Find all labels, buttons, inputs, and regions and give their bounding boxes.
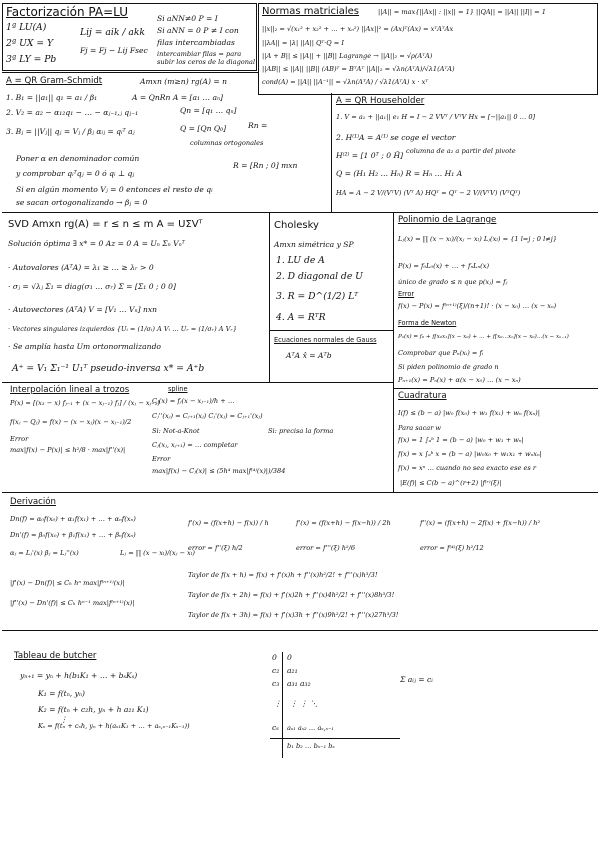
taylor-2: Taylor de f(x + 2h) = f(x) + f'(x)2h + f''(x)4h²/2! + f'''(x)8h³/3! (188, 591, 395, 599)
svd-eigenvectors: · Autovectores (AᵀA) V = [V₁ … Vₙ] nxn (8, 305, 158, 314)
cuadratura-error: |E(f)| ≤ C(b − a)^(r+2) |f⁽ʳ⁾(ξ)| (400, 479, 502, 487)
butcher-hline (270, 738, 400, 739)
fact-step-1: 1ª LU(A) (6, 22, 47, 33)
svd-singular-values: · σⱼ = √λⱼ Σ₁ = diag(σ₁ … σᵣ) Σ = [Σ₁ 0 ; 0 0] (8, 282, 176, 291)
butcher-y: yₙ₊₁ = yₙ + h(b₁K₁ + … + bₛKₛ) (20, 671, 138, 680)
divider-svd (2, 212, 598, 213)
gram-a: A = QnRn A = [a₁ … aₙ] (132, 93, 224, 102)
newton-next: Pₙ₊₁(x) = Pₙ(x) + α(x − x₀) … (x − xₙ) (398, 376, 521, 384)
taylor-1: Taylor de f(x + h) = f(x) + f'(x)h + f''(x)h²/2! + f'''(x)h³/3! (188, 571, 378, 579)
spline-error: max|f(x) − Cⱼ(x)| ≤ (5h⁴ max|f⁽⁴⁾(x)|)/384 (152, 467, 286, 475)
butcher-ks: Kₛ = f(tₙ + cₛh, yₙ + h(aₛ₁K₁ + … + aₛ,ₛ₋₁Kₛ₋₁)) (38, 722, 190, 730)
lagrange-poly: P(x) = f₀L₀(x) + … + fₙLₙ(x) (398, 262, 490, 270)
interp-f: f(xⱼ − Qⱼ) = f(x) − (x − xⱼ)(x − xⱼ₋₁)/2 (10, 418, 132, 426)
diff-forward: f'(x) = (f(x+h) − f(x)) / h (188, 519, 269, 527)
derivacion-title: Derivación (10, 497, 56, 507)
gram-note-1: Poner α en denominador común (16, 154, 140, 163)
spline-5: Cⱼ(xⱼ, xⱼ₊₁) = … completar (152, 441, 238, 449)
butcher-k1: K₁ = f(tₙ, yₙ) (38, 689, 85, 698)
diff-second: f''(x) = (f(x+h) − 2f(x) + f(x−h)) / h² (420, 519, 541, 527)
householder-step-1: 1. V = a₁ + ||a₁|| e₁ H = I − 2 VVᵀ / VᵀV Hx = [−||a₁|| 0 … 0] (336, 113, 536, 121)
spline-1: Cⱼ(x) = fⱼ(x − xⱼ₋₁)/h + … (152, 397, 235, 405)
svd-eigenvalues: · Autovalores (AᵀA) = λ₁ ≥ … ≥ λᵣ > 0 (8, 263, 154, 272)
gram-step-1: 1. B₁ = ||a₁|| q₁ = a₁ / β₁ (6, 93, 98, 102)
fact-step-2: 2ª UX = Y (6, 38, 54, 49)
butcher-k2: K₂ = f(tₙ + c₂h, yₙ + h a₂₁ K₁) (38, 705, 149, 714)
gram-qn: Qn = [q₁ … qₙ] (180, 106, 237, 115)
fact-case-3: filas intercambiadas (157, 38, 235, 47)
butcher-vline (282, 652, 283, 758)
gram-step-3: 3. Bⱼ = ||Vⱼ|| qⱼ = Vⱼ / βⱼ αᵢⱼ = qᵢᵀ aⱼ (6, 127, 135, 136)
householder-step-3: H⁽²⁾ = [1 0ᵀ ; 0 Ĥ] (336, 151, 404, 160)
gram-q: Q = [Qn Q₀] (180, 124, 227, 133)
cuadratura-2: Para sacar w (398, 424, 442, 432)
newton-poly: Pₙ(x) = f₀ + f[x₀x₁](x − x₀) + … + f[x₀…xₙ](x − x₀)…(x − xₙ₋₁) (398, 334, 569, 340)
lagrange-title: Polinomio de Lagrange (398, 215, 497, 225)
spline-title: spline (168, 385, 188, 393)
gram-note-2: y comprobar qᵢᵀqⱼ = 0 ó qᵢ ⊥ qⱼ (16, 169, 135, 178)
butcher-weights: b₁ b₂ … bₛ₋₁ bₛ (287, 742, 335, 750)
interp-p: P(x) = [(x₃ − x) fⱼ₋₁ + (x − xⱼ₋₁) fⱼ] / (xⱼ − xⱼ₋₁) (10, 399, 160, 407)
fact-case-1: Si aNN≠0 P = I (157, 14, 218, 23)
divider-gram (2, 72, 258, 73)
newton-degree: Si piden polinomio de grado n (398, 363, 499, 371)
normas-row-4: ||A + B|| ≤ ||A|| + ||B|| Lagrange → ||A||₂ = √ρ(AᵀA) (262, 52, 433, 60)
normas-row-6: cond(A) = ||A|| ||A⁻¹|| = √λn(AᵀA) / √λ1(AᵀA) x · xᵀ (262, 78, 429, 86)
cuadratura-5: f(x) = xⁿ … cuando no sea exacto ese es r (398, 464, 537, 472)
diff-error-2: error = f'''(ξ) h²/6 (296, 544, 356, 552)
deriv-error-2: |f''(x) − Dn'(f)| ≤ Cₕ hⁿ⁻¹ max|f⁽ⁿ⁺¹⁾(x)| (10, 599, 135, 607)
divider-cuad (393, 388, 598, 389)
diff-error-3: error = f⁽⁴⁾(ξ) h²/12 (420, 544, 484, 552)
gram-step-2: 2. V₂ = a₂ − α₁₂q₁ − … − αⱼ₋₁,ⱼ qⱼ₋₁ (6, 108, 139, 117)
normas-row-2: ||x||₂ = √(x₁² + x₂² + … + xₙ²) ||Ax||² = (Ax)ᵀ(Ax) = xᵀAᵀAx (262, 25, 454, 33)
cholesky-step-4: 4. A = RᵀR (276, 312, 326, 323)
fact-note-2: subir los ceros de la diagonal (157, 58, 256, 66)
cuadratura-4: f(x) = x ∫ₐᵇ x = (b − a) |w₀x₀ + w₁x₁ + wₙxₙ| (398, 450, 542, 458)
gauss-title: Ecuaciones normales de Gauss (274, 336, 377, 344)
divider-interp (2, 382, 393, 383)
cholesky-step-1: 1. LU de A (276, 255, 325, 266)
normas-row-3: ||λA|| = |λ| ||A|| Qᵀ·Q = I (262, 39, 345, 47)
svd-extend: · Se amplía hasta Um ortonormalizando (8, 342, 162, 351)
newton-check: Comprobar que Pₙ(xᵢ) = fᵢ (398, 349, 484, 357)
deriv-2: Dn'(f) = β₀f(x₀) + β₁f(x₁) + … + βₙf(xₙ) (10, 531, 136, 539)
svd-left-vectors: · Vectores singulares izquierdos {Uᵢ = (1/σᵢ) A Vᵢ … Uᵣ = (1/σᵣ) A Vᵣ} (8, 325, 237, 333)
svd-optimal: Solución óptima ∃ x* = 0 Az = 0 A = Uₙ Σₙ Vₙᵀ (8, 239, 185, 248)
divider-cholesky (269, 212, 270, 382)
lagrange-basis: Lⱼ(x) = ∏ (x − xₗ)/(xⱼ − xₗ) Lⱼ(xₗ) = {1 l=j ; 0 l≠j} (398, 235, 557, 243)
fact-note-1: intercambiar filas = para (157, 50, 242, 58)
divider-house (331, 93, 332, 212)
interp-title: Interpolación lineal a trozos (10, 385, 130, 395)
spline-3: Si: Not-a-Knot (152, 427, 200, 435)
normas-row-1: ||A|| = max{||Ax|| : ||x|| = 1} ||QA|| = ||A|| ||I|| = 1 (378, 8, 546, 16)
svd-pseudo-inverse: A⁺ = V₁ Σ₁⁻¹ U₁ᵀ pseudo-inversa x* = A⁺b (12, 363, 205, 374)
butcher-row-dots: ⋮ ⋮ ⋱ (290, 699, 318, 708)
diff-central: f'(x) = (f(x+h) − f(x−h)) / 2h (296, 519, 391, 527)
cholesky-sub: Amxn simétrica y SP (274, 240, 354, 249)
butcher-a0: 0 (287, 653, 292, 662)
spline-4: Si: precisa la forma (268, 427, 334, 435)
fact-fj: Fj = Fj − Lij Fsec (80, 46, 148, 55)
normas-title: Normas matriciales (262, 6, 360, 17)
normas-row-5: ||AB|| ≤ ||A|| ||B|| (AB)ᵀ = BᵀAᵀ ||A||₂ = √λn(AᵀA)/√λ1(AᵀA) (262, 65, 455, 73)
cholesky-step-3: 3. R = D^(1/2) Lᵀ (276, 291, 359, 302)
interp-error: max|f(x) − P(x)| ≤ h²/8 · max|f''(x)| (10, 446, 126, 454)
butcher-row-s: aₛ₁ aₛ₂ … aₛ,ₛ₋₁ (287, 724, 335, 732)
butcher-sum: Σ aᵢⱼ = cᵢ (400, 675, 433, 684)
householder-product: HA = A − 2 V/(VᵀV) (Vᵀ A) HQᵀ = Qᵀ − 2 V/(VᵀV) (VᵀQᵀ) (336, 189, 521, 197)
diff-error-1: error = f''(ξ) h/2 (188, 544, 243, 552)
butcher-dots: ⋮ (60, 715, 68, 724)
cuadratura-3: f(x) = 1 ∫ₐᵇ 1 = (b − a) |w₀ + w₁ + wₙ| (398, 436, 524, 444)
lagrange-error-title: Error (398, 290, 415, 298)
householder-q: Q = (H₁ H₂ … Hₙ) R = Hₙ … H₁ A (336, 169, 463, 178)
taylor-3: Taylor de f(x + 3h) = f(x) + f'(x)3h + f''(x)9h²/2! + f'''(x)27h³/3! (188, 611, 399, 619)
gram-cols: columnas ortogonales (190, 139, 264, 147)
deriv-lj: Lⱼ = ∏ (x − xₗ)/(xⱼ − xₗ) (120, 549, 195, 557)
butcher-title: Tableau de butcher (14, 651, 97, 661)
gram-title: A = QR Gram-Schmidt (6, 76, 103, 86)
interp-error-title: Error (10, 435, 29, 443)
butcher-cs: cₛ (272, 723, 279, 732)
cholesky-step-2: 2. D diagonal de U (276, 271, 363, 282)
fact-case-2: Si aNN = 0 P ≠ I con (157, 26, 239, 35)
gauss-eq: AᵀA x̂ = Aᵀb (286, 351, 332, 360)
lagrange-error: f(x) − P(x) = f⁽ⁿ⁺¹⁾(ξ)/(n+1)! · (x − x₀) … (x − xₙ) (398, 302, 557, 310)
gram-dims: Amxn (m≥n) rg(A) = n (140, 77, 228, 86)
butcher-c1: 0 (272, 653, 277, 662)
fact-lij: Lij = aik / akk (80, 27, 145, 38)
spline-error-title: Error (152, 455, 171, 463)
newton-title: Forma de Newton (398, 319, 457, 327)
butcher-c3: c₃ (272, 679, 280, 688)
cholesky-title: Cholesky (274, 220, 319, 231)
gram-note-4: se sacan ortogonalizando → βⱼ = 0 (16, 198, 148, 207)
butcher-cdots: ⋮ (274, 699, 282, 708)
butcher-row-3: a₃₁ a₃₂ (287, 679, 311, 688)
butcher-c2: c₂ (272, 666, 280, 675)
deriv-error-1: |f'(x) − Dn(f)| ≤ Cₕ hⁿ max|f⁽ⁿ⁺¹⁾(x)| (10, 579, 125, 587)
factorizacion-title: Factorización PA=LU (6, 5, 129, 19)
cuadratura-1: I(f) ≤ (b − a) |w₀ f(x₀) + w₁ f(x₁) + wₙ f(xₙ)| (398, 409, 540, 417)
householder-title: A = QR Householder (336, 96, 425, 106)
deriv-1: Dn(f) = α₀f(x₀) + α₁f(x₁) + … + αₙf(xₙ) (10, 515, 136, 523)
divider-lagrange (393, 212, 394, 492)
cuadratura-title: Cuadratura (398, 391, 447, 401)
spline-2: Cⱼ''(xⱼ) = Cⱼ₊₁(xⱼ) Cⱼ'(xⱼ) = Cⱼ₊₁'(xⱼ) (152, 412, 263, 420)
householder-step-2b: columna de a₂ a partir del pivote (406, 147, 516, 155)
lagrange-unique: único de grado ≤ n que p(xⱼ) = fⱼ (398, 278, 508, 286)
fact-step-3: 3ª LY = Pb (6, 54, 57, 65)
gram-r: R = [Rn ; 0] mxn (233, 161, 298, 170)
svd-title: SVD Amxn rg(A) = r ≤ n ≤ m A = UΣVᵀ (8, 219, 203, 230)
gram-note-3: Si en algún momento Vⱼ = 0 entonces el resto de qᵢ (16, 185, 213, 194)
gram-rn: Rn = (248, 121, 268, 130)
householder-step-2: 2. H⁽¹⁾A = A⁽¹⁾ se coge el vector (336, 133, 456, 142)
butcher-row-2: a₂₁ (287, 666, 298, 675)
divider-deriv (2, 492, 598, 493)
deriv-3: αⱼ = Lⱼ'(x) βⱼ = Lⱼ''(x) (10, 549, 79, 557)
divider-chol-bottom (269, 330, 393, 331)
divider-butcher (2, 630, 598, 631)
